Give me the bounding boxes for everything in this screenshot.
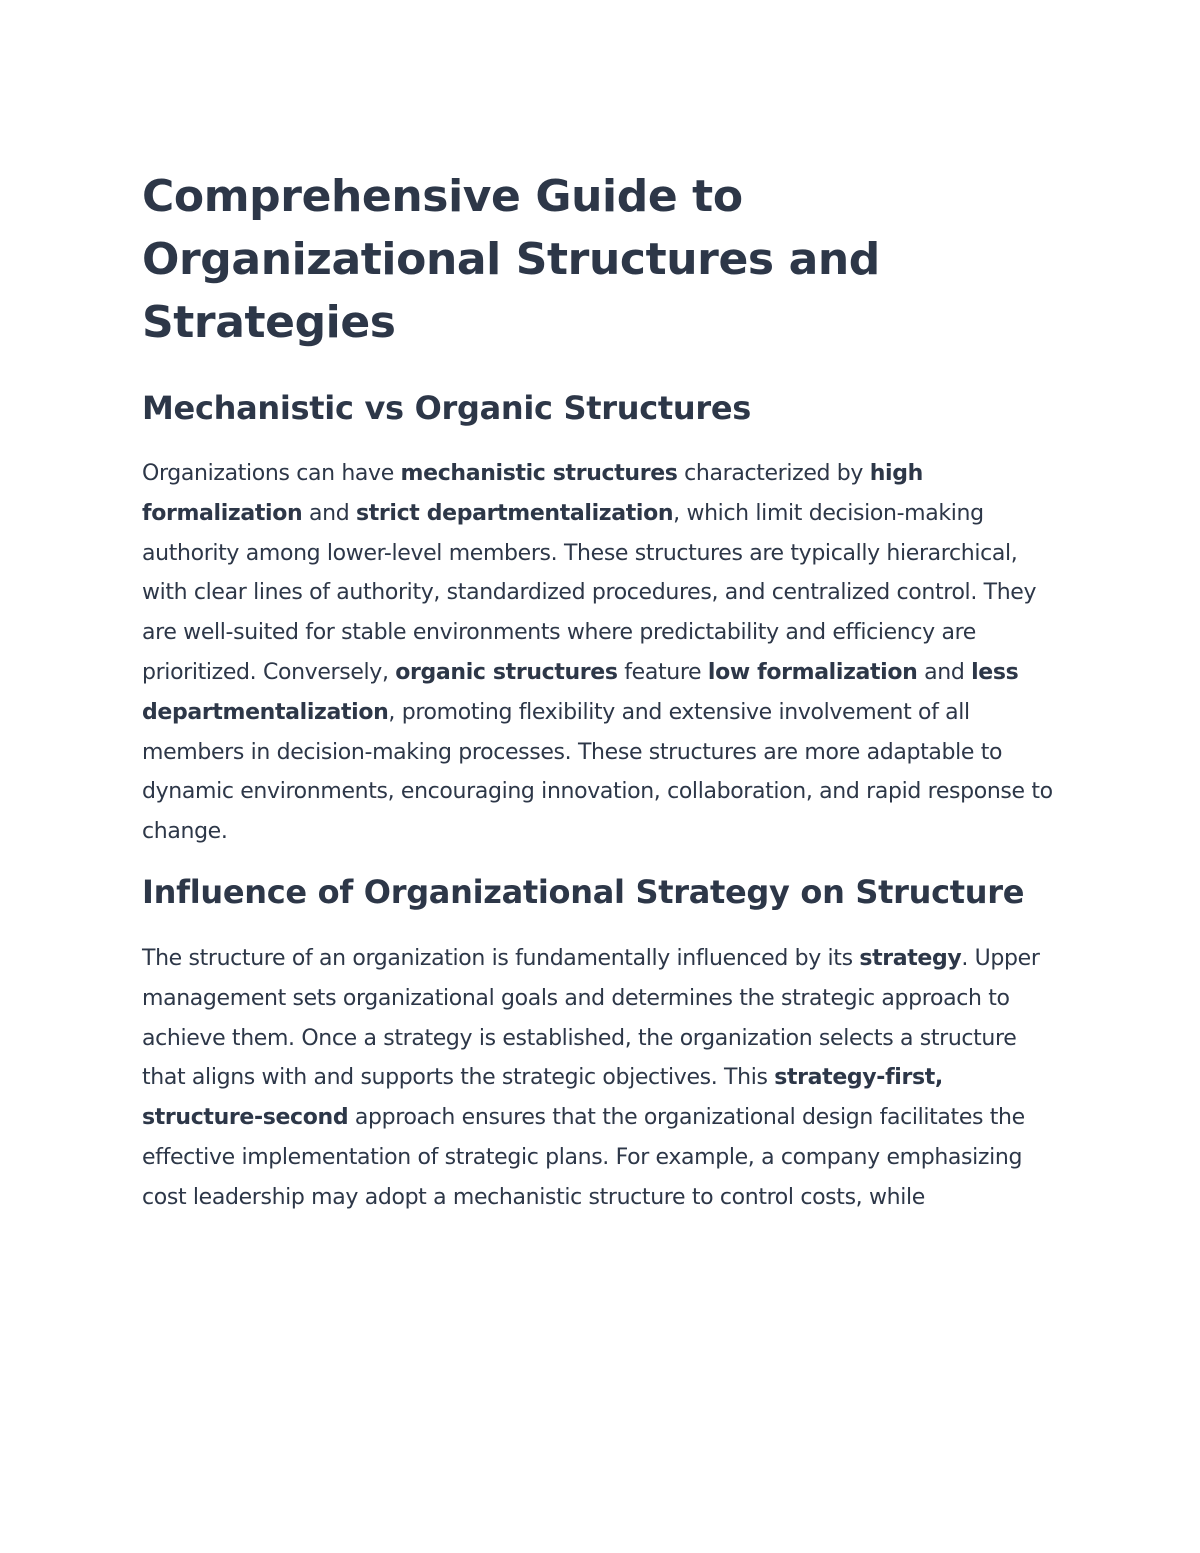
bold-term: strict departmentalization — [355, 500, 674, 526]
paragraph-text: characterized by — [677, 461, 870, 486]
document-page — [142, 165, 1057, 1218]
paragraph-text: . Upper management sets organizational goals and determines the strategic approach to achieve them. Once a strategy is established, the organization selects a structure that aligns with and supports the strategic objectives. This — [142, 945, 1040, 1091]
bold-term: less departmentalization — [142, 659, 1019, 725]
bold-term: strategy — [859, 945, 962, 971]
section-paragraph-strategy-influence — [142, 939, 1057, 1218]
section-heading-strategy-influence: Influence of Organizational Strategy on Structure — [142, 872, 1025, 911]
bold-term: strategy-first, structure-second — [142, 1065, 943, 1131]
document-title: Comprehensive Guide to Organizational Structures and Strategies — [142, 171, 880, 348]
bold-term: mechanistic structures — [400, 461, 678, 486]
paragraph-text: , promoting flexibility and extensive involvement of all members in decision-making processes. These structures are more adaptable to dynamic environments, encouraging innovation, collaboration, and rapid response to change. — [142, 699, 1053, 845]
section-paragraph-mechanistic-organic — [142, 454, 1057, 852]
paragraph-text: , which limit decision-making authority among lower-level members. These structures are typically hierarchical, with clear lines of authority, standardized procedures, and centralized control. They are well-suited for stable environments where predictability and efficiency are prioritized. Conversely, — [142, 500, 1037, 685]
paragraph-text: The structure of an organization is fundamentally influenced by its — [142, 945, 860, 971]
paragraph-text: feature — [617, 659, 708, 685]
bold-term: high formalization — [142, 461, 923, 526]
paragraph-text: and — [917, 659, 972, 685]
paragraph-text: approach ensures that the organizational design facilitates the effective implementation of strategic plans. For example, a company emphasizing cost leadership may adopt a mechanistic structure to control costs, while — [142, 1105, 1025, 1210]
section-heading-mechanistic-organic: Mechanistic vs Organic Structures — [142, 389, 752, 427]
bold-term: low formalization — [707, 659, 918, 685]
paragraph-text: and — [302, 500, 356, 526]
bold-term: organic structures — [395, 659, 618, 685]
paragraph-text: Organizations can have — [142, 461, 401, 486]
